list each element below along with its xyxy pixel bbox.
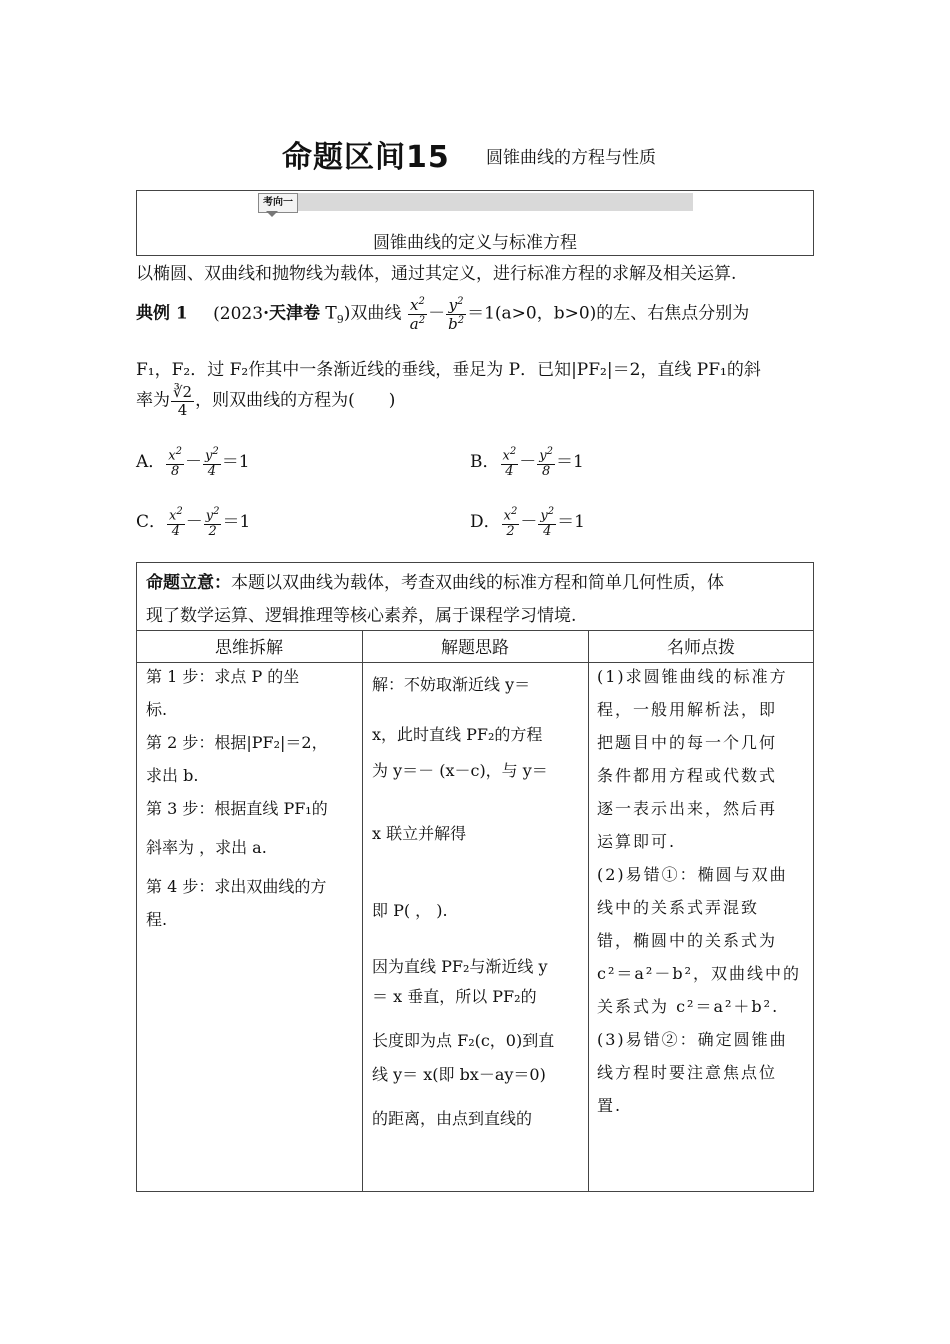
intent-line-1	[146, 568, 724, 593]
option-d-n2: 4	[543, 523, 552, 539]
column-solution	[372, 670, 584, 1134]
tips-line: 逐一表示出来，然后再	[597, 799, 778, 818]
example-source-name: 天津卷	[268, 303, 320, 324]
intent-line-2: 现了数学运算、逻辑推理等核心素养，属于课程学习情境.	[146, 606, 577, 626]
column-header-thinking: 思维拆解	[215, 638, 283, 658]
example-label: 典例 1	[136, 303, 188, 324]
topic-title: 圆锥曲线的定义与标准方程	[373, 233, 577, 253]
option-b-frac-y: $\frac{y^2}{8}$	[539, 446, 553, 479]
fraction-cbrt2-4: $\frac{∛2}{4}$	[173, 383, 193, 419]
tips-line: 运算即可.	[597, 832, 677, 851]
option-c-n1: 4	[171, 523, 181, 539]
option-b-frac-x: $\frac{x^2}{4}$	[502, 446, 517, 479]
option-a-n1: 8	[171, 463, 180, 479]
solution-line: 因为直线 PF₂与渐近线 y	[372, 957, 548, 976]
solution-line: ＝ x 垂直，所以 PF₂的	[372, 987, 537, 1006]
example-source-tnum: 9	[336, 312, 344, 326]
solution-line: 的距离，由点到直线的	[372, 1109, 533, 1128]
topic-tag: 考向一	[258, 193, 298, 213]
option-a-frac-x: $\frac{x^2}{8}$	[168, 446, 182, 479]
column-divider	[362, 630, 363, 1192]
solution-line: 解：不妨取渐近线 y＝	[372, 675, 531, 694]
intent-label: 命题立意：	[146, 573, 231, 593]
fraction-y2-b2: $\frac{y^2}{b^2}$	[448, 296, 465, 333]
column-thinking	[146, 660, 358, 936]
option-c-frac-y: $\frac{y^2}{2}$	[205, 506, 220, 539]
option-c-frac-x: $\frac{x^2}{4}$	[169, 506, 183, 539]
example-line-1: 典例 1 (2023·天津卷 $T_9$)双曲线 $\frac{x^2}{a^2}$ － $\frac{y^2}{b^2}$ ＝1(a>0，b>0)的左、右焦点分别为	[136, 296, 750, 333]
solution-line: 即 P( ， ).	[372, 901, 448, 920]
example-source-close: )双曲线	[343, 303, 402, 324]
solution-line: x 联立并解得	[372, 824, 467, 843]
option-c-label: C．	[136, 511, 167, 532]
solution-line: x，此时直线 PF₂的方程	[372, 725, 543, 744]
example-line3-post: ，则双曲线的方程为( )	[195, 390, 396, 411]
tips-line: (1)求圆锥曲线的标准方	[597, 667, 788, 686]
option-d-n1: 2	[506, 523, 515, 539]
option-d[interactable]: D． $\frac{x^2}{2}$ － $\frac{y^2}{4}$ ＝1	[470, 506, 585, 539]
intro-text: 以椭圆、双曲线和抛物线为载体，通过其定义，进行标准方程的求解及相关运算.	[136, 264, 737, 284]
solution-line: 线 y＝ x(即 bx－ay＝0)	[372, 1065, 546, 1084]
tips-line: 程，一般用解析法，即	[597, 700, 778, 719]
column-divider	[588, 630, 589, 1192]
tips-line: (2)易错①：椭圆与双曲	[597, 865, 788, 884]
table-divider	[136, 630, 814, 631]
solution-line: 为 y＝－ (x－c)，与 y＝	[372, 761, 548, 780]
solution-line: 长度即为点 F₂(c，0)到直	[372, 1031, 555, 1050]
column-header-solution: 解题思路	[441, 638, 509, 658]
example-source-year: (2023	[213, 303, 264, 324]
thinking-line: 标.	[146, 700, 168, 719]
column-header-tips: 名师点拨	[667, 638, 735, 658]
thinking-line: 第 4 步：求出双曲线的方	[146, 877, 327, 896]
option-b-n2: 8	[541, 463, 551, 479]
example-line-3	[136, 384, 395, 418]
tips-line: 关系式为 c²＝a²＋b².	[597, 997, 780, 1016]
option-b-n1: 4	[505, 463, 514, 479]
thinking-line: 第 2 步：根据|PF₂|＝2，	[146, 733, 328, 752]
thinking-line: 程.	[146, 910, 168, 929]
fraction-x2-a2: $\frac{x^2}{a^2}$	[409, 296, 426, 333]
topic-bar	[258, 193, 693, 211]
option-a-n2: 4	[207, 463, 216, 479]
tips-line: 置.	[597, 1096, 623, 1115]
option-a-frac-y: $\frac{y^2}{4}$	[205, 446, 219, 479]
thinking-line: 第 1 步：求点 P 的坐	[146, 667, 300, 686]
option-a[interactable]: A． $\frac{x^2}{8}$ － $\frac{y^2}{4}$ ＝1	[136, 446, 250, 479]
option-d-label: D．	[470, 511, 501, 532]
tips-line: 错，椭圆中的关系式为	[597, 931, 778, 950]
tag-pointer-icon	[266, 211, 278, 217]
column-tips	[597, 660, 809, 1122]
option-c[interactable]: C． $\frac{x^2}{4}$ － $\frac{y^2}{2}$ ＝1	[136, 506, 251, 539]
option-b-label: B．	[470, 451, 500, 472]
tips-line: 把题目中的每一个几何	[597, 733, 778, 752]
option-a-label: A．	[136, 451, 166, 472]
option-d-frac-x: $\frac{x^2}{2}$	[503, 506, 518, 539]
tips-line: 条件都用方程或代数式	[597, 766, 778, 785]
thinking-line: 斜率为 ，求出 a.	[146, 838, 267, 857]
option-b[interactable]: B． $\frac{x^2}{4}$ － $\frac{y^2}{8}$ ＝1	[470, 446, 584, 479]
intent-text-1: 本题以双曲线为载体，考查双曲线的标准方程和简单几何性质，体	[231, 573, 724, 593]
thinking-line: 求出 b.	[146, 766, 199, 785]
example-source-dot: ·	[263, 303, 269, 324]
example-eq-rest: ＝1(a>0，b>0)的左、右焦点分别为	[467, 303, 750, 324]
example-source-t: T	[325, 303, 337, 324]
tips-line: (3)易错②：确定圆锥曲	[597, 1030, 788, 1049]
tips-line: 线方程时要注意焦点位	[597, 1063, 778, 1082]
section-subtitle: 圆锥曲线的方程与性质	[486, 148, 656, 168]
tips-line: 线中的关系式弄混致	[597, 898, 760, 917]
example-line3-pre: 率为	[136, 390, 170, 411]
option-c-n2: 2	[208, 523, 217, 539]
example-line-2: F₁，F₂．过 F₂作其中一条渐近线的垂线，垂足为 P．已知|PF₂|＝2，直线 PF₁的斜	[136, 360, 761, 380]
option-d-frac-y: $\frac{y^2}{4}$	[540, 506, 555, 539]
section-title: 命题区间15	[282, 140, 450, 175]
thinking-line: 第 3 步：根据直线 PF₁的	[146, 799, 328, 818]
tips-line: c²＝a²－b²，双曲线中的	[597, 964, 801, 983]
